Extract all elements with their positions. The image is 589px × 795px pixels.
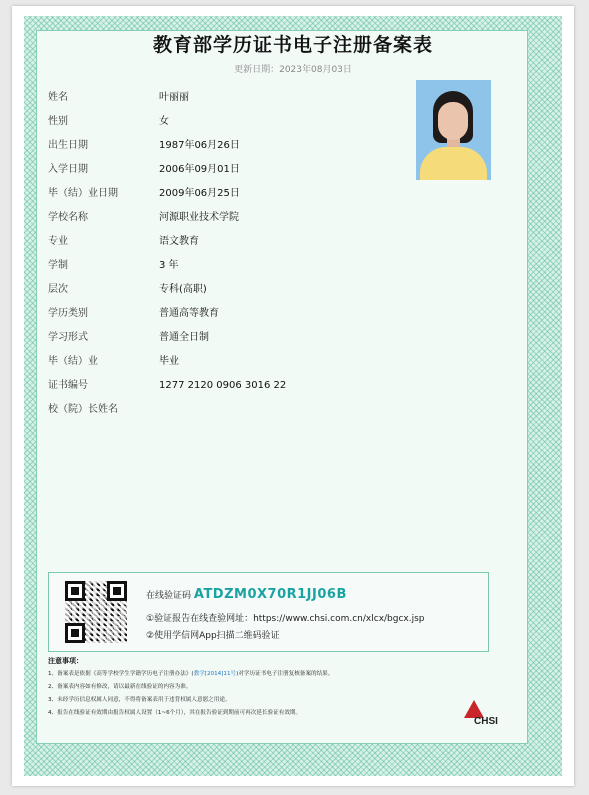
note-item: 4、报告在线验证有效期由报告权属人设置（1~6个月），其在报告验证到期前可再次延长验证有效期。	[48, 710, 302, 716]
field-value: 2009年06月25日	[159, 188, 240, 199]
field-label: 毕（结）业日期	[48, 188, 118, 199]
chsi-logo-text: CHSI	[474, 716, 498, 727]
update-date	[12, 62, 574, 75]
field-row-graduation-date	[48, 182, 378, 206]
field-value: 1987年06月26日	[159, 140, 240, 151]
field-row-completion	[48, 350, 378, 374]
field-row-education-type	[48, 302, 378, 326]
field-label: 层次	[48, 284, 68, 295]
id-photo	[416, 80, 491, 180]
field-row-duration	[48, 254, 378, 278]
verification-code-label: 在线验证码	[146, 591, 192, 601]
field-row-major	[48, 230, 378, 254]
verification-code: ATDZM0X70R1JJ06B	[193, 587, 347, 602]
field-row-birth-date	[48, 134, 378, 158]
field-value: 1277 2120 0906 3016 22	[159, 380, 287, 391]
document-page	[12, 6, 574, 786]
note-item: 1、备案表是依据《高等学校学生学籍学历电子注册办法》(教学[2014]11号)对学历证书电子注册复核备案的结果。	[48, 671, 334, 677]
field-row-enrollment-date	[48, 158, 378, 182]
verification-step-url: ①验证报告在线查验网址：https://www.chsi.com.cn/xlcx/bgcx.jsp	[146, 614, 425, 624]
field-label: 学历类别	[48, 308, 88, 319]
field-value: 3 年	[159, 260, 179, 271]
field-label: 毕（结）业	[48, 356, 98, 367]
notes-title: 注意事项：	[48, 657, 83, 665]
field-value: 河源职业技术学院	[159, 212, 239, 223]
regulation-link[interactable]: 教学[2014]11号	[193, 671, 237, 677]
verification-box	[48, 572, 489, 652]
field-label: 专业	[48, 236, 68, 247]
field-value: 普通高等教育	[159, 308, 219, 319]
field-label: 学校名称	[48, 212, 88, 223]
field-label: 出生日期	[48, 140, 88, 151]
field-row-gender	[48, 110, 378, 134]
qr-code[interactable]	[65, 581, 127, 643]
field-value: 专科(高职)	[159, 284, 207, 295]
notes-section	[48, 656, 488, 720]
update-date-label: 更新日期：	[234, 65, 280, 75]
field-value: 女	[159, 116, 169, 127]
field-value: 叶丽丽	[159, 92, 189, 103]
update-date-value: 2023年08月03日	[279, 65, 352, 75]
field-row-certificate-number	[48, 374, 378, 398]
field-label: 校（院）长姓名	[48, 404, 118, 415]
field-row-principal	[48, 398, 378, 422]
field-value: 普通全日制	[159, 332, 209, 343]
document-title: 教育部学历证书电子注册备案表	[152, 34, 433, 56]
note-item: 2、备案表内容如有修改，请以最新在线验证的内容为准。	[48, 684, 192, 690]
field-label: 证书编号	[48, 380, 88, 391]
field-value: 语文教育	[159, 236, 199, 247]
field-label: 学习形式	[48, 332, 88, 343]
field-row-school	[48, 206, 378, 230]
field-label: 入学日期	[48, 164, 88, 175]
field-value: 2006年09月01日	[159, 164, 240, 175]
verification-code-line	[146, 587, 347, 602]
field-label: 学制	[48, 260, 68, 271]
field-label: 姓名	[48, 92, 68, 103]
verification-step-app: ②使用学信网App扫描二维码验证	[146, 631, 280, 641]
field-row-level	[48, 278, 378, 302]
field-label: 性别	[48, 116, 68, 127]
field-row-name	[48, 86, 378, 110]
chsi-logo	[460, 700, 510, 740]
note-item: 3、未经学历信息权属人同意，不得将备案表用于违背权属人意愿之用途。	[48, 697, 231, 703]
field-row-study-mode	[48, 326, 378, 350]
field-value: 毕业	[159, 356, 179, 367]
